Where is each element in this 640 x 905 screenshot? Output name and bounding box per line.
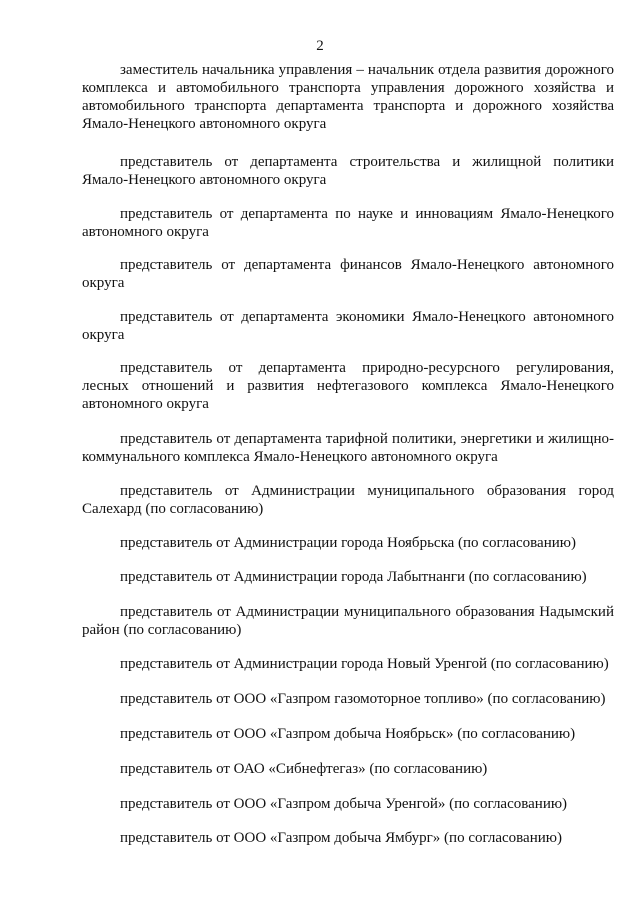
member-item-economy-dept: представитель от департамента экономики Ямало-Ненецкого автономного округа [82,309,614,343]
member-item-science-dept: представитель от департамента по науке и инновациям Ямало-Ненецкого автономного округа [82,206,614,240]
member-item-natural-resources-dept: представитель от департамента природно-ресурсного регулирования, лесных отношений и развития нефтегазового комплекса Ямало-Ненецкого автономного округа [82,360,614,412]
member-item-tariff-dept: представитель от департамента тарифной политики, энергетики и жилищно-коммунального комплекса Ямало-Ненецкого автономного округа [82,431,614,465]
member-item-noyabrsk-admin: представитель от Администрации города Ноябрьска (по согласованию) [120,535,576,551]
member-item-finance-dept: представитель от департамента финансов Ямало-Ненецкого автономного округа [82,257,614,291]
member-item-gazprom-urengoy: представитель от ООО «Газпром добыча Уренгой» (по согласованию) [120,796,568,812]
member-item-nadym-admin: представитель от Администрации муниципального образования Надымский район (по согласованию) [82,604,614,638]
member-item-gazprom-motor-fuel: представитель от ООО «Газпром газомоторное топливо» (по согласованию) [120,691,606,707]
member-item-gazprom-yamburg: представитель от ООО «Газпром добыча Ямбург» (по согласованию) [120,830,562,846]
member-item-deputy-head: заместитель начальника управления – начальник отдела развития дорожного комплекса и автомобильного транспорта управления дорожного хозяйства и автомобильного транспорта департамента транспорта и дорожного хозяйства Ямало-Ненецкого автономного округа [82,62,614,132]
page-number: 2 [316,38,324,54]
member-item-labytnangi-admin: представитель от Администрации города Лабытнанги (по согласованию) [120,569,587,585]
member-item-salekhard-admin: представитель от Администрации муниципального образования город Салехард (по согласованию) [82,483,614,517]
member-item-novy-urengoy-admin: представитель от Администрации города Новый Уренгой (по согласованию) [120,656,609,672]
member-item-sibneftegaz: представитель от ОАО «Сибнефтегаз» (по согласованию) [120,761,488,777]
member-item-gazprom-noyabrsk: представитель от ООО «Газпром добыча Ноябрьск» (по согласованию) [120,726,576,742]
member-item-construction-dept: представитель от департамента строительства и жилищной политики Ямало-Ненецкого автономного округа [82,154,614,188]
